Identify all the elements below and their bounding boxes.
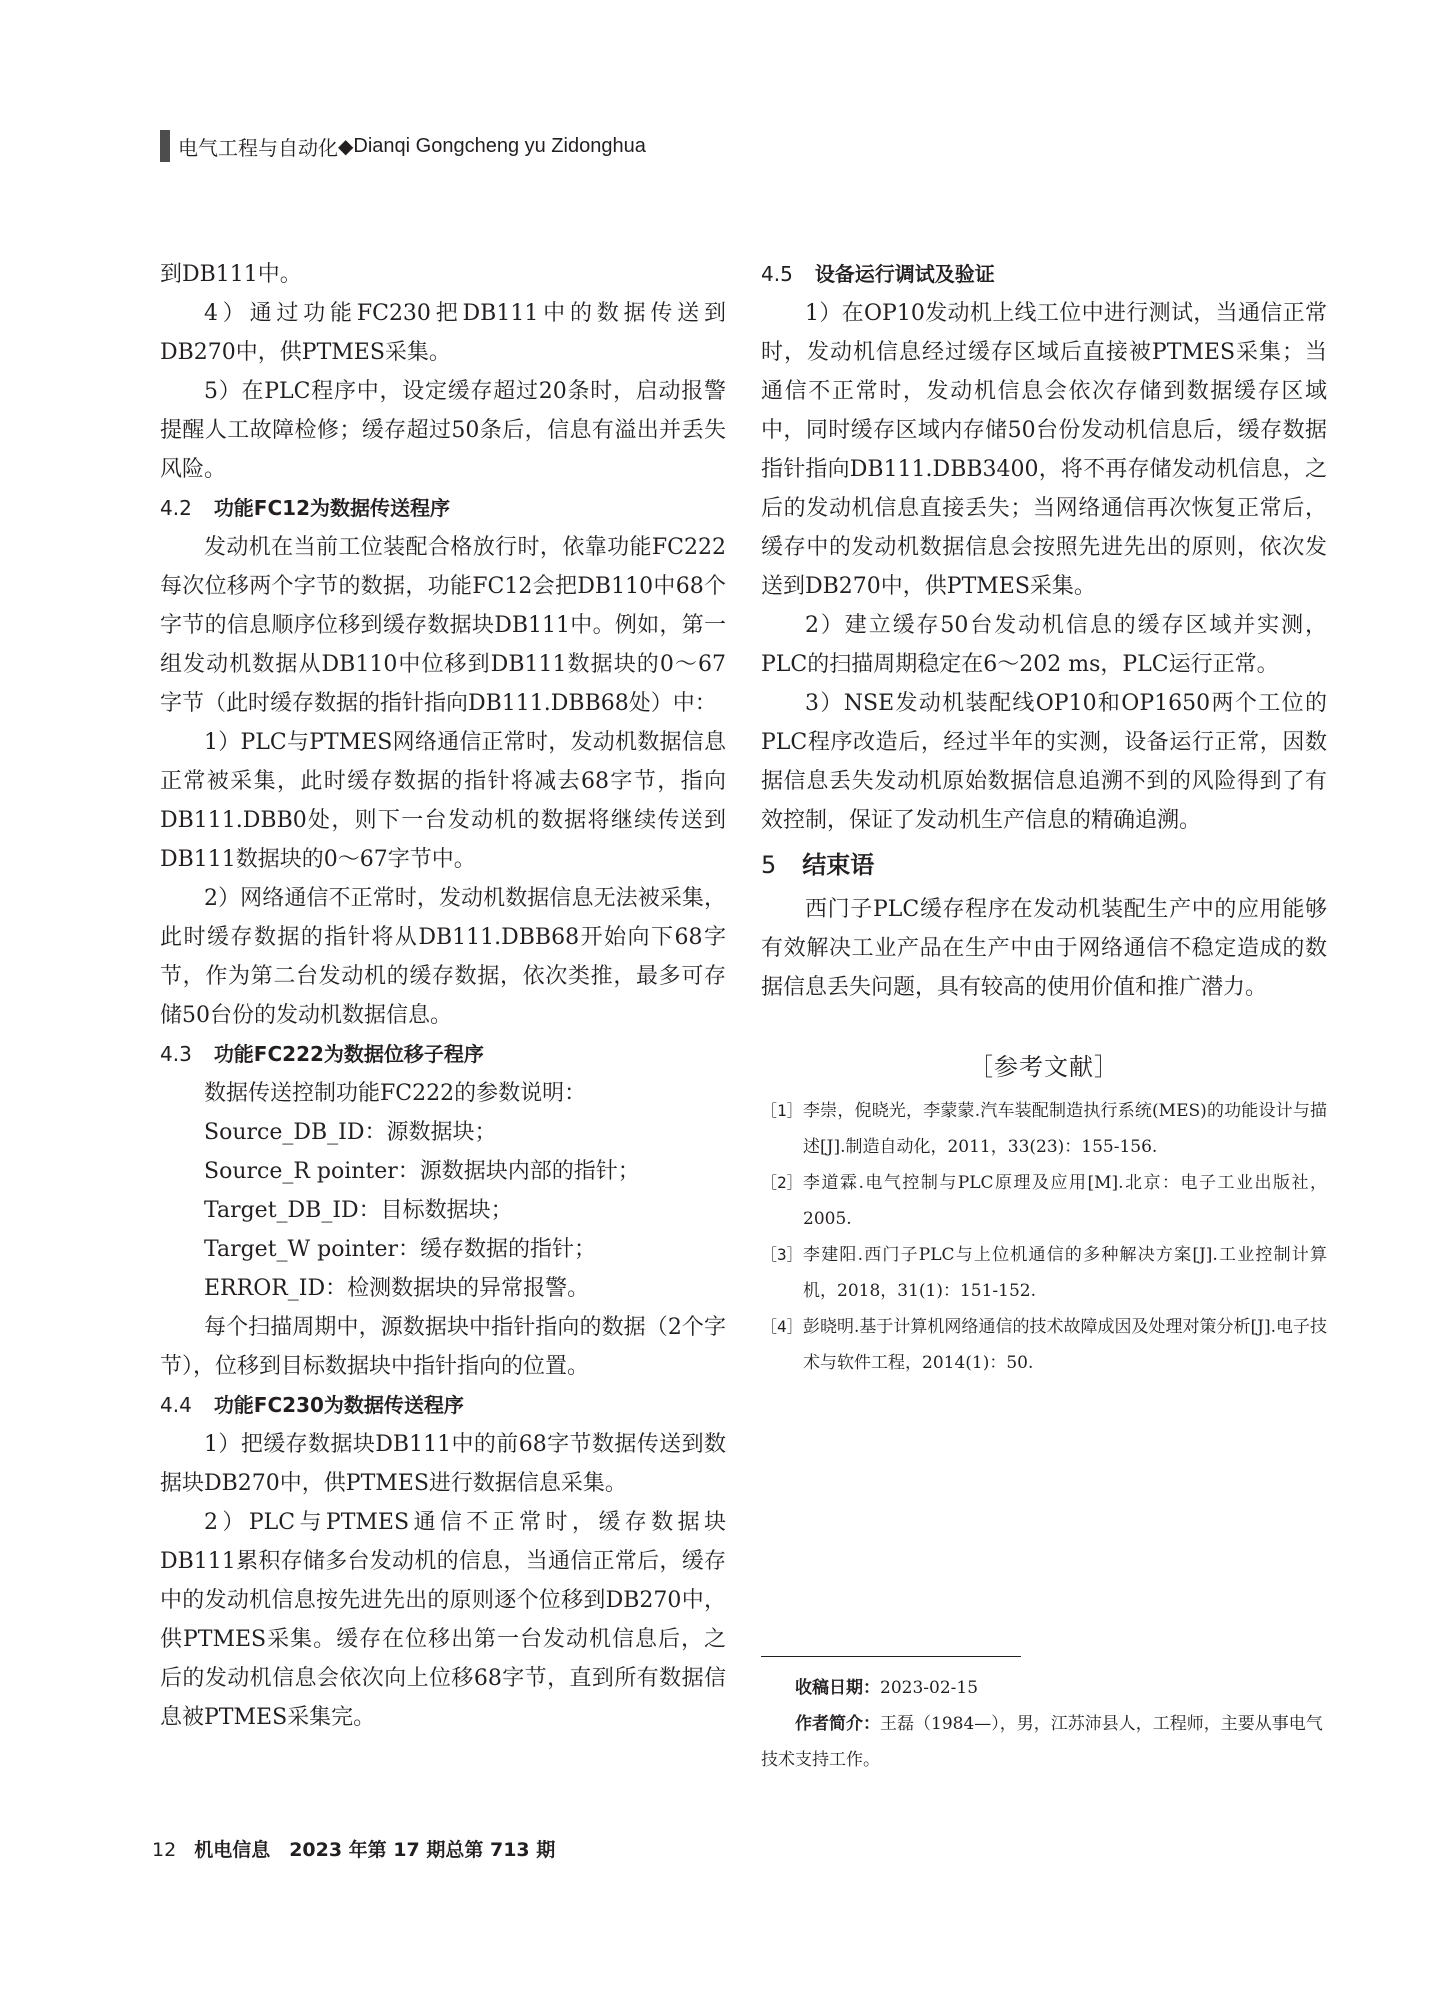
- section-number: 4.2: [160, 496, 192, 520]
- paragraph: 1）把缓存数据块DB111中的前68字节数据传送到数据块DB270中，供PTMES进行数据信息采集。: [160, 1432, 726, 1496]
- references-list: [761, 1093, 1327, 1381]
- reference-number: ［2］: [761, 1173, 803, 1192]
- footnote: [761, 1670, 1327, 1778]
- reference-text: 李崇，倪晓光，李蒙蒙.汽车装配制造执行系统(MES)的功能设计与描述[J].制造自动化，2011，33(23)：155-156.: [803, 1101, 1327, 1157]
- reference-number: ［1］: [761, 1101, 803, 1120]
- diamond-separator-icon: ◆: [338, 134, 354, 158]
- parameter-line: Target_W pointer：缓存数据的指针；: [204, 1237, 597, 1262]
- journal-title-cn: 电气工程与自动化: [178, 135, 338, 160]
- reference-number: ［4］: [761, 1317, 803, 1336]
- section-heading-4-5: [761, 255, 1327, 294]
- paragraph: 数据传送控制功能FC222的参数说明：: [204, 1081, 587, 1106]
- received-value: 2023-02-15: [880, 1678, 979, 1698]
- page-footer: [152, 1835, 555, 1862]
- section-heading-4-3: [160, 1035, 726, 1074]
- reference-item: [761, 1165, 1327, 1237]
- paragraph: 1）在OP10发动机上线工位中进行测试，当通信正常时，发动机信息经过缓存区域后直接被PTMES采集；当通信不正常时，发动机信息会依次存储到数据缓存区域中，同时缓存区域内存储50台份发动机信息后，缓存数据指针指向DB111.DBB3400，将不再存储发动机信息，之后的发动机信息直接丢失；当网络通信再次恢复正常后，缓存中的发动机数据信息会按照先进先出的原则，依次发送到DB270中，供PTMES采集。: [761, 301, 1327, 599]
- paragraph: 1）PLC与PTMES网络通信正常时，发动机数据信息正常被采集，此时缓存数据的指针将减去68字节，指向DB111.DBB0处，则下一台发动机的数据将继续传送到DB111数据块的0～67字节中。: [160, 730, 726, 872]
- section-heading-5: [761, 842, 1327, 888]
- header-bar-mark: [160, 130, 170, 162]
- parameter-line: Source_R pointer：源数据块内部的指针；: [204, 1159, 640, 1184]
- section-number: 5: [761, 851, 777, 879]
- paragraph: 4）通过功能FC230把DB111中的数据传送到DB270中，供PTMES采集。: [160, 301, 726, 365]
- footnote-rule: [761, 1656, 1021, 1657]
- author-label: 作者简介：: [795, 1714, 880, 1734]
- running-header: [160, 130, 646, 162]
- section-heading-4-2: [160, 489, 726, 528]
- section-number: 4.4: [160, 1393, 192, 1417]
- reference-item: [761, 1309, 1327, 1381]
- reference-text: 李道霖.电气控制与PLC原理及应用[M].北京：电子工业出版社，2005.: [803, 1173, 1327, 1229]
- page-number: 12: [152, 1839, 177, 1861]
- section-number: 4.5: [761, 262, 793, 286]
- references-title: ［参考文献］: [969, 1053, 1119, 1081]
- section-heading-4-4: [160, 1386, 726, 1425]
- received-date: [761, 1670, 1327, 1706]
- section-number: 4.3: [160, 1042, 192, 1066]
- parameter-line: ERROR_ID：检测数据块的异常报警。: [204, 1276, 590, 1301]
- paragraph: 2）PLC与PTMES通信不正常时，缓存数据块DB111累积存储多台发动机的信息，当通信正常后，缓存中的发动机信息按先进先出的原则逐个位移到DB270中，供PTMES采集。缓存在位移出第一台发动机信息后，之后的发动机信息会依次向上位移68字节，直到所有数据信息被PTMES采集完。: [160, 1510, 726, 1730]
- paragraph: 5）在PLC程序中，设定缓存超过20条时，启动报警提醒人工故障检修；缓存超过50条后，信息有溢出并丢失风险。: [160, 379, 726, 482]
- journal-title-en: Dianqi Gongcheng yu Zidonghua: [353, 134, 646, 157]
- paragraph: 每个扫描周期中，源数据块中指针指向的数据（2个字节），位移到目标数据块中指针指向的位置。: [160, 1315, 726, 1379]
- reference-item: [761, 1237, 1327, 1309]
- paragraph: 西门子PLC缓存程序在发动机装配生产中的应用能够有效解决工业产品在生产中由于网络通信不稳定造成的数据信息丢失问题，具有较高的使用价值和推广潜力。: [761, 897, 1327, 1000]
- reference-text: 彭晓明.基于计算机网络通信的技术故障成因及处理对策分析[J].电子技术与软件工程，2014(1)：50.: [803, 1317, 1327, 1373]
- reference-text: 李建阳.西门子PLC与上位机通信的多种解决方案[J].工业控制计算机，2018，31(1)：151-152.: [803, 1245, 1327, 1301]
- author-value: 王磊（1984—），男，江苏沛县人，工程师，主要从事电气技术支持工作。: [761, 1714, 1323, 1770]
- received-label: 收稿日期：: [795, 1678, 880, 1698]
- right-column: [761, 255, 1327, 1381]
- paragraph: 2）建立缓存50台发动机信息的缓存区域并实测，PLC的扫描周期稳定在6～202 ms，PLC运行正常。: [761, 613, 1327, 677]
- reference-item: [761, 1093, 1327, 1165]
- reference-number: ［3］: [761, 1245, 803, 1264]
- paragraph: 3）NSE发动机装配线OP10和OP1650两个工位的PLC程序改造后，经过半年的实测，设备运行正常，因数据信息丢失发动机原始数据信息追溯不到的风险得到了有效控制，保证了发动机生产信息的精确追溯。: [761, 691, 1327, 833]
- parameter-line: Target_DB_ID：目标数据块；: [204, 1198, 513, 1223]
- paragraph: 发动机在当前工位装配合格放行时，依靠功能FC222每次位移两个字节的数据，功能FC12会把DB110中68个字节的信息顺序位移到缓存数据块DB111中。例如，第一组发动机数据从DB110中位移到DB111数据块的0～67字节（此时缓存数据的指针指向DB111.DBB68处）中：: [160, 535, 726, 716]
- left-column: [160, 255, 726, 1737]
- section-title: 结束语: [802, 851, 875, 879]
- section-title: 设备运行调试及验证: [814, 262, 995, 286]
- paragraph: 到DB111中。: [160, 262, 302, 287]
- author-bio: [761, 1706, 1327, 1778]
- section-title: 功能FC12为数据传送程序: [213, 496, 450, 520]
- section-title: 功能FC230为数据传送程序: [213, 1393, 464, 1417]
- paragraph: 2）网络通信不正常时，发动机数据信息无法被采集，此时缓存数据的指针将从DB111.DBB68开始向下68字节，作为第二台发动机的缓存数据，依次类推，最多可存储50台份的发动机数据信息。: [160, 886, 726, 1028]
- journal-issue: 机电信息 2023 年第 17 期总第 713 期: [194, 1839, 556, 1861]
- section-title: 功能FC222为数据位移子程序: [213, 1042, 484, 1066]
- parameter-line: Source_DB_ID：源数据块；: [204, 1120, 497, 1145]
